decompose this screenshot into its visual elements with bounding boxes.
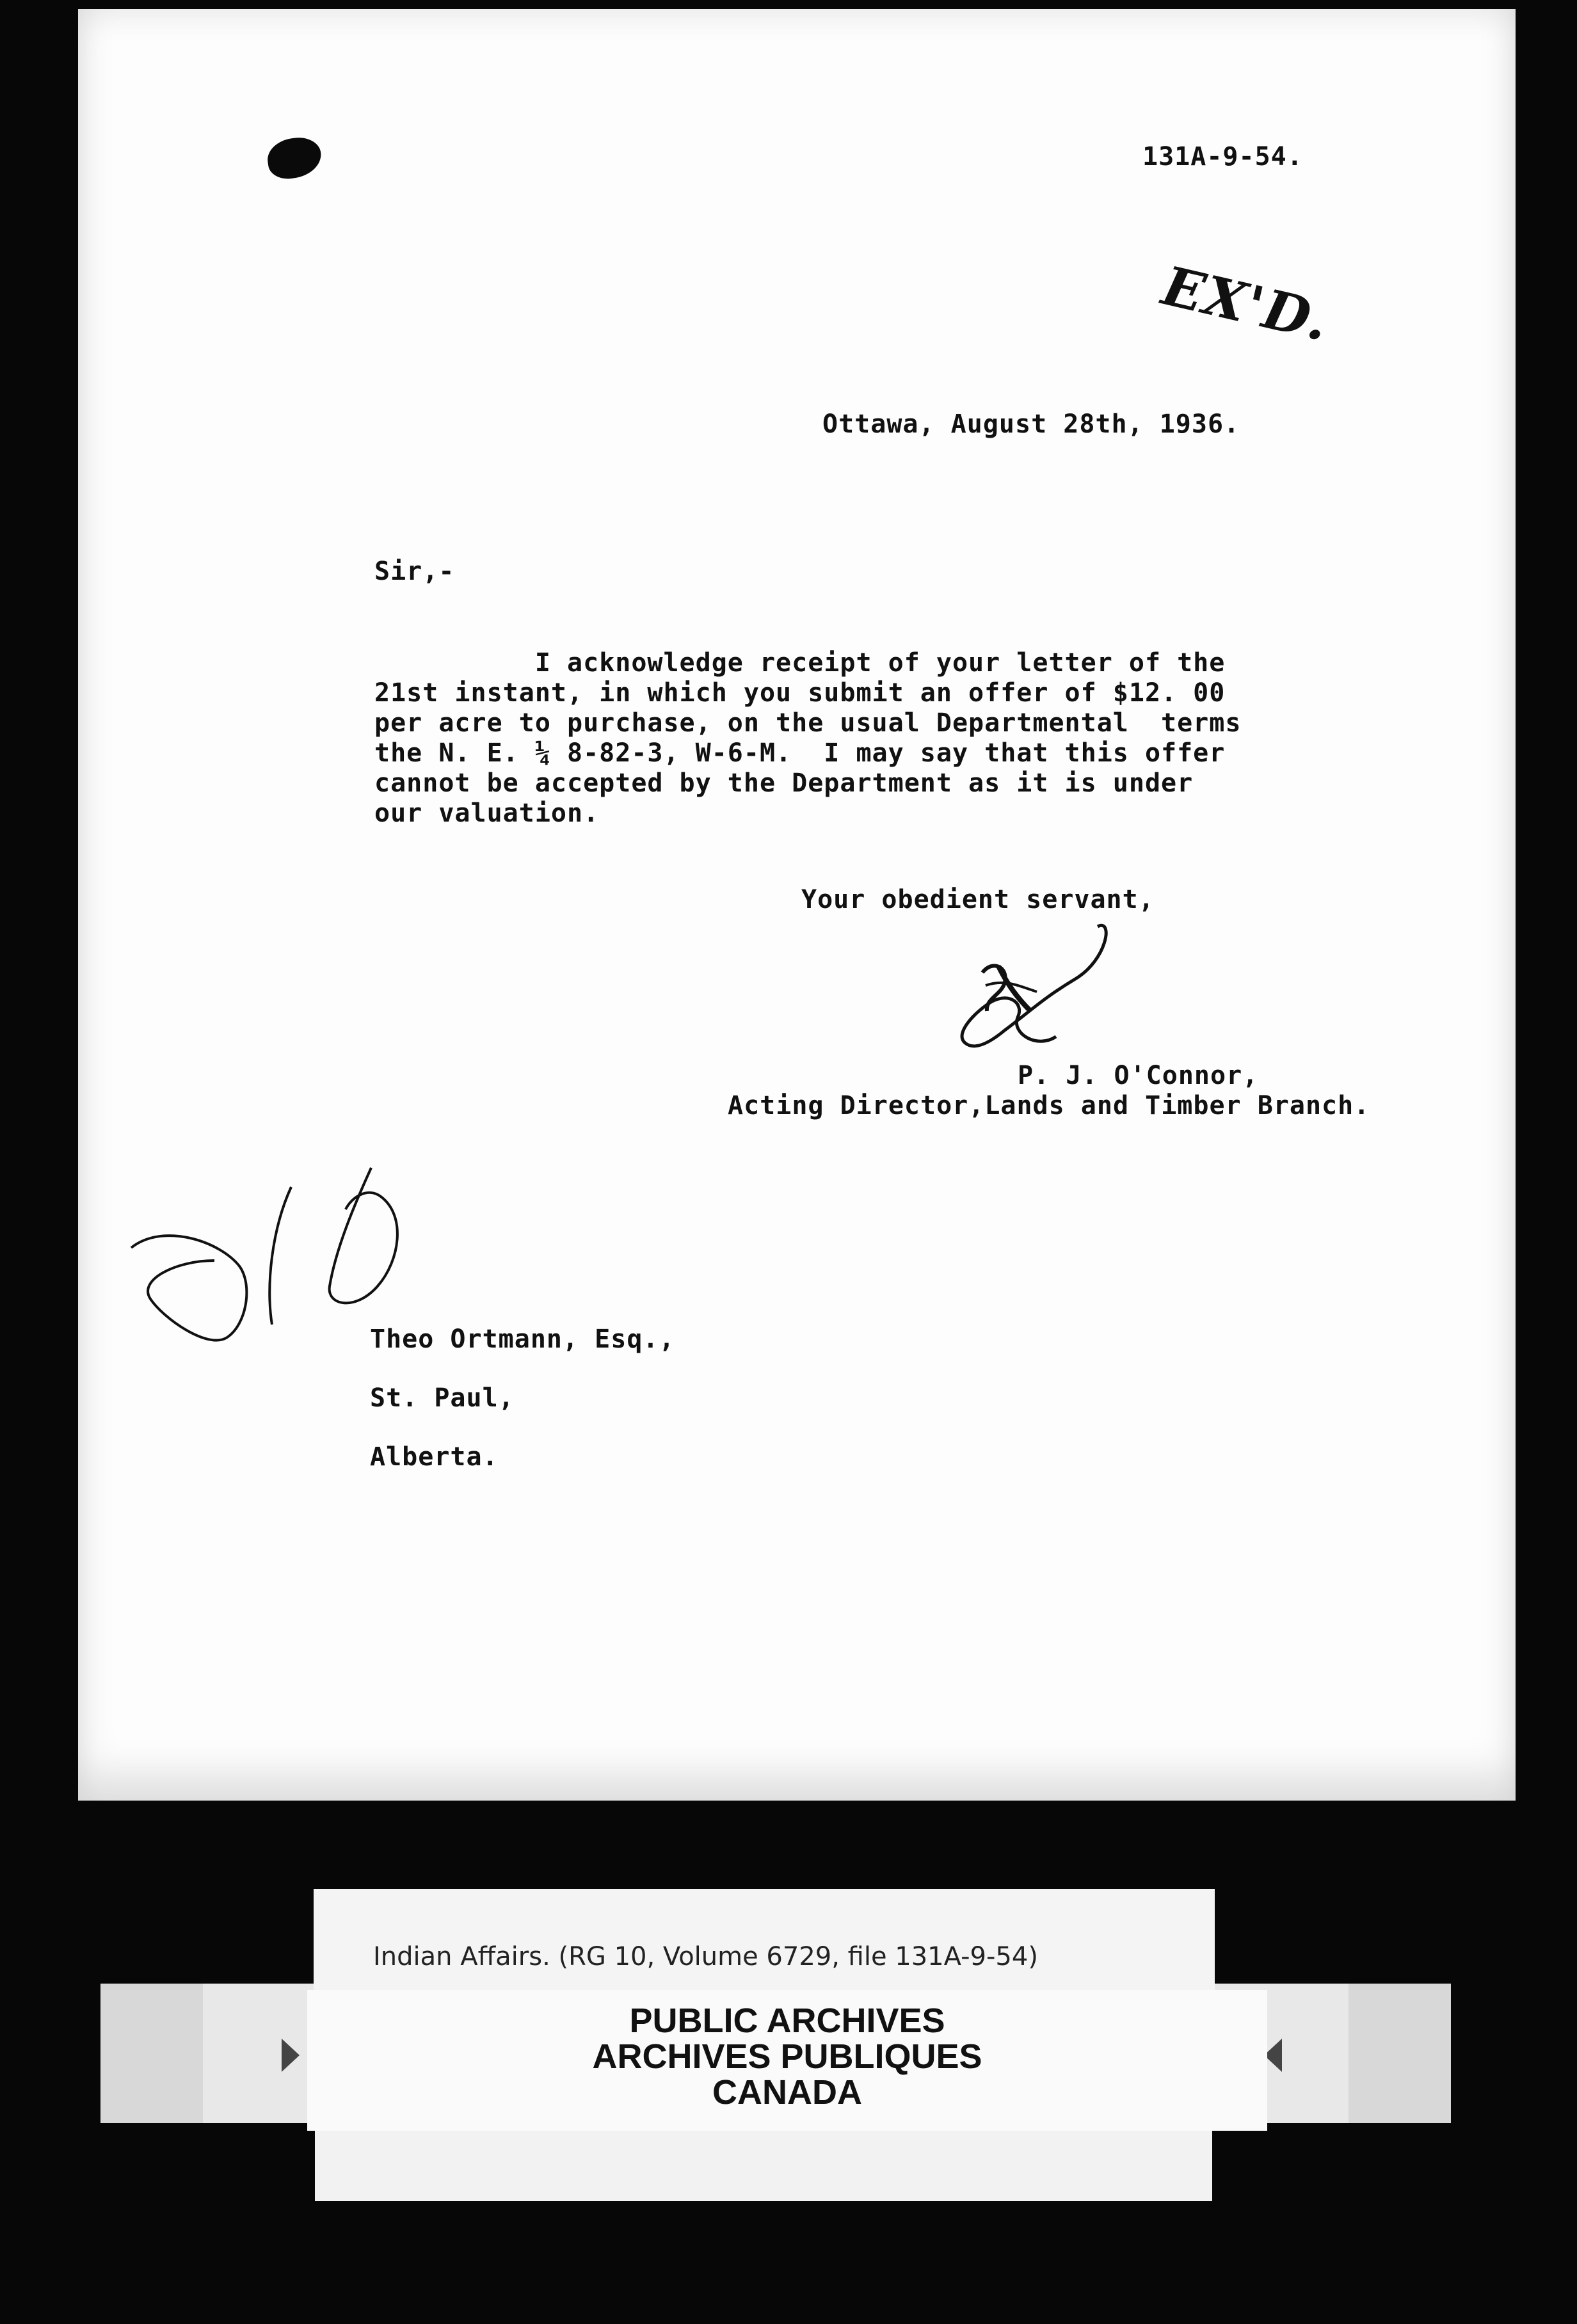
addressee-city: St. Paul, — [370, 1383, 515, 1413]
body-line: I acknowledge receipt of your letter of the — [374, 648, 1226, 678]
place-date: Ottawa, August 28th, 1936. — [822, 410, 1240, 439]
examined-stamp: EX'D. — [1157, 253, 1336, 354]
signature-initials — [947, 921, 1126, 1075]
left-marker-icon — [282, 2039, 300, 2072]
archives-line-3: CANADA — [712, 2073, 862, 2112]
body-line: 21st instant, in which you submit an offer of $12. 00 — [374, 678, 1226, 708]
archives-line-1: PUBLIC ARCHIVES — [629, 2002, 945, 2040]
body-line: the N. E. ¼ 8-82-3, W-6-M. I may say that this offer — [374, 738, 1226, 768]
archives-title — [307, 2003, 1267, 2110]
salutation: Sir,- — [374, 557, 455, 586]
signer-title: Acting Director,Lands and Timber Branch. — [728, 1091, 1370, 1120]
card-bottom — [315, 2131, 1212, 2201]
archives-line-2: ARCHIVES PUBLIQUES — [592, 2037, 982, 2076]
reference-card — [314, 1889, 1215, 1993]
signer-name: P. J. O'Connor, — [1018, 1061, 1259, 1090]
body-line: our valuation. — [374, 799, 600, 828]
addressee-province: Alberta. — [370, 1442, 499, 1472]
addressee-name: Theo Ortmann, Esq., — [370, 1325, 675, 1354]
body-line: per acre to purchase, on the usual Departmental terms — [374, 708, 1242, 738]
body-line: cannot be accepted by the Department as it is under — [374, 768, 1194, 798]
archive-reference: Indian Affairs. (RG 10, Volume 6729, file 131A-9-54) — [373, 1942, 1038, 1971]
file-number: 131A-9-54. — [1142, 142, 1303, 171]
closing: Your obedient servant, — [801, 885, 1155, 914]
letter-page — [78, 9, 1516, 1801]
